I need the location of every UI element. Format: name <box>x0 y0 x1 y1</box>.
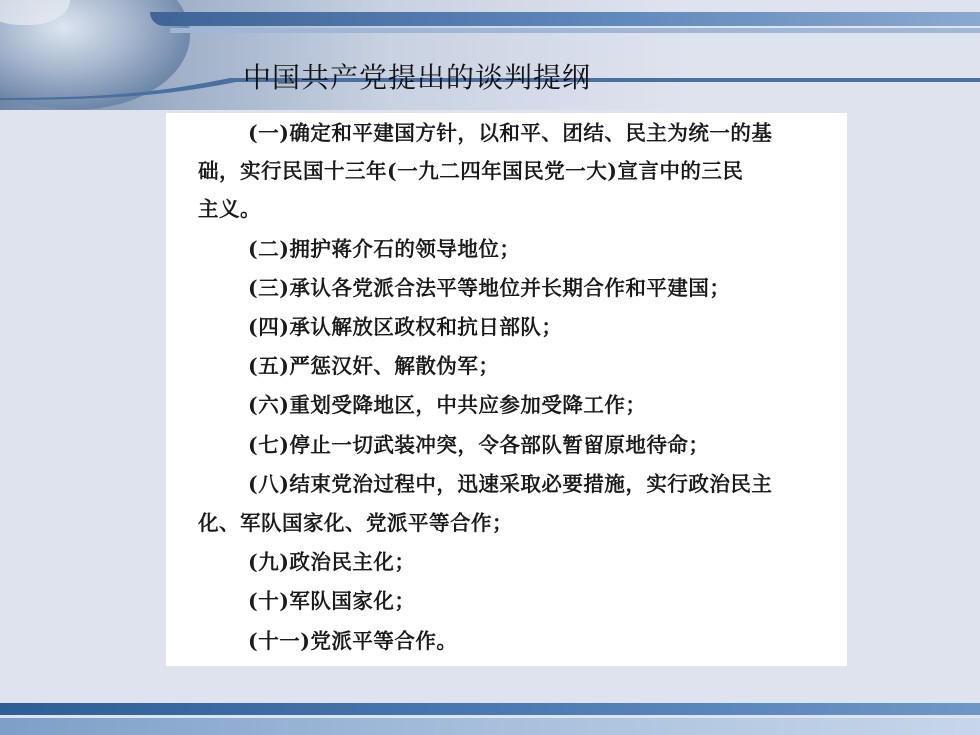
outline-line: 主义。 <box>198 197 261 221</box>
footer-stripe <box>0 703 980 715</box>
outline-line: (二)拥护蒋介石的领导地位； <box>248 237 521 261</box>
header-stripe-thin <box>170 28 980 33</box>
outline-line: (一)确定和平建国方针，以和平、团结、民主为统一的基 <box>248 121 773 145</box>
outline-line: (七)停止一切武装冲突，令各部队暂留原地待命； <box>248 433 710 457</box>
outline-line: (五)严惩汉奸、解散伪军； <box>248 354 500 378</box>
outline-line: 础，实行民国十三年(一九二四年国民党一大)宣言中的三民 <box>198 159 744 183</box>
header-stripe <box>150 12 980 26</box>
outline-text-box <box>166 113 847 666</box>
slide-title: 中国共产党提出的谈判提纲 <box>243 61 592 94</box>
globe-land-decoration <box>0 0 70 25</box>
outline-line: (三)承认各党派合法平等地位并长期合作和平建国； <box>248 276 731 300</box>
outline-line: (八)结束党治过程中，迅速采取必要措施，实行政治民主 <box>248 472 773 496</box>
outline-line: 化、军队国家化、党派平等合作； <box>198 511 513 535</box>
outline-line: (十)军队国家化； <box>248 589 416 613</box>
outline-line: (十一)党派平等合作。 <box>248 629 458 653</box>
outline-line: (四)承认解放区政权和抗日部队； <box>248 315 563 339</box>
outline-line: (六)重划受降地区，中共应参加受降工作； <box>248 393 647 417</box>
footer-stripe-light <box>0 718 980 735</box>
outline-line: (九)政治民主化； <box>248 550 416 574</box>
